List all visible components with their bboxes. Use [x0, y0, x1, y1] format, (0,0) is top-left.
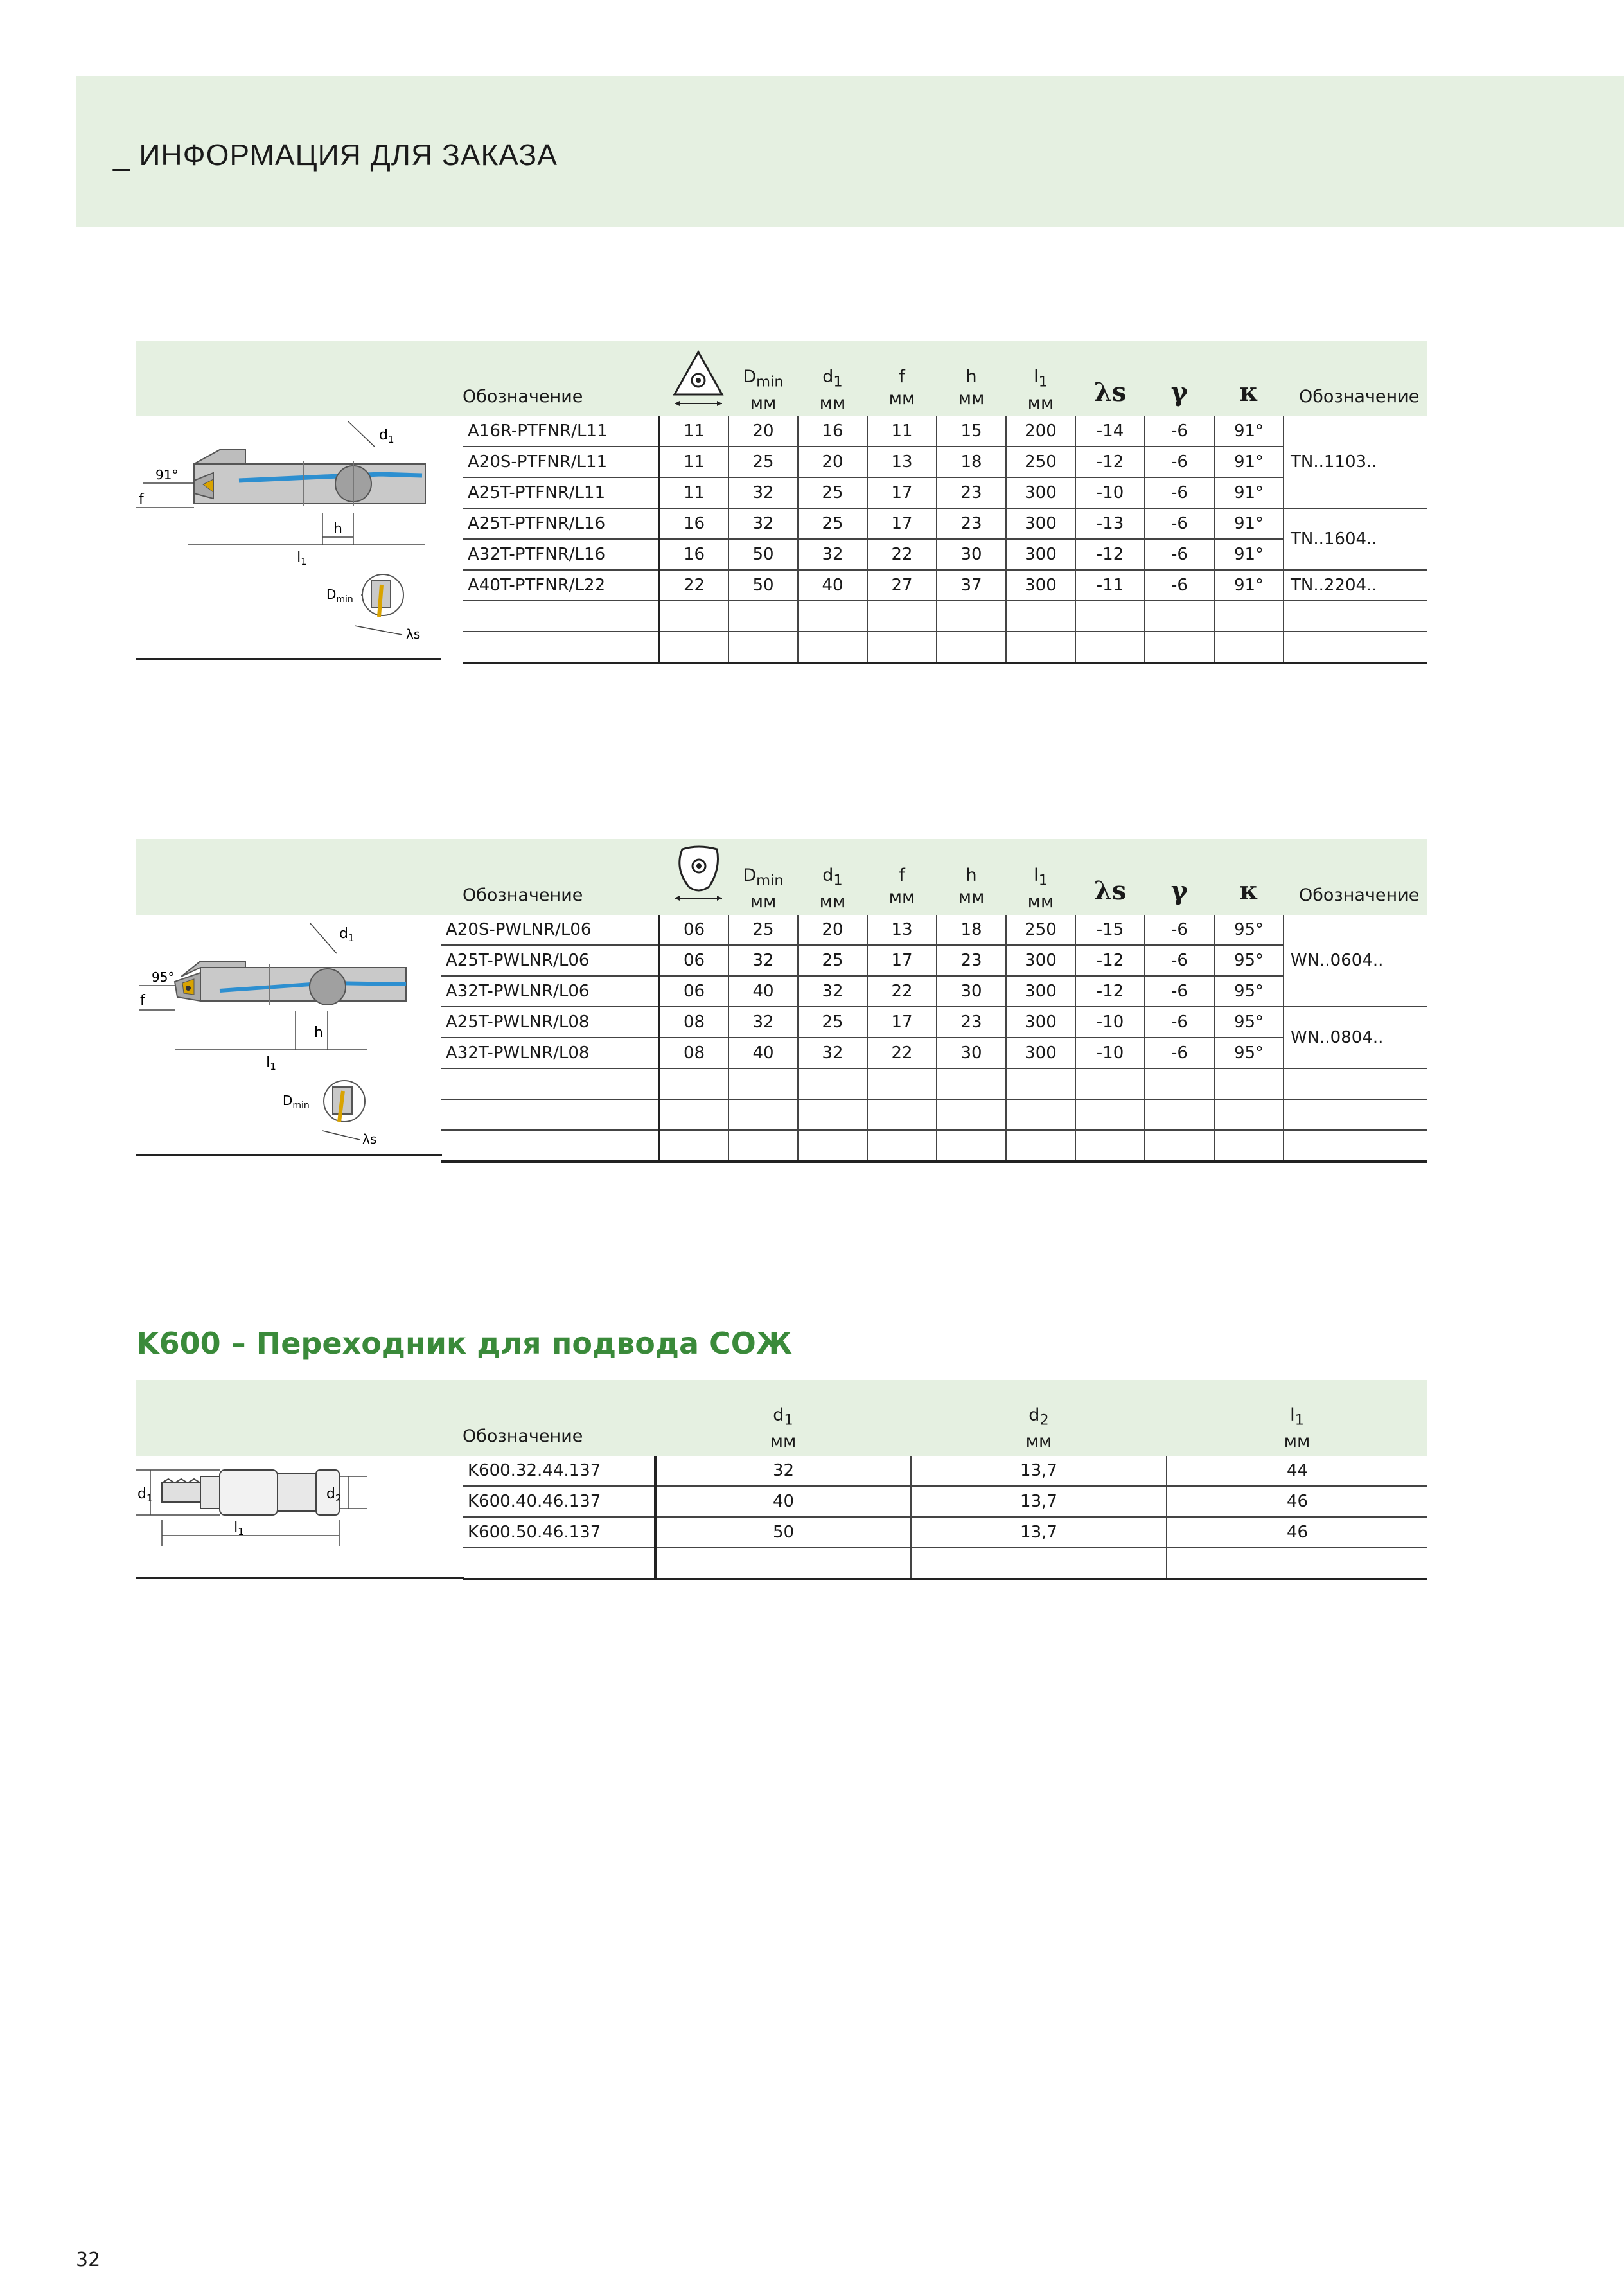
dmin-cell: [728, 1130, 798, 1162]
g-cell: -6: [1145, 416, 1214, 447]
ls-cell: -11: [1075, 570, 1145, 601]
table-row: [441, 915, 1427, 945]
h-cell: 30: [937, 539, 1006, 570]
l1-cell: [1006, 632, 1075, 663]
g-cell: -6: [1145, 915, 1214, 945]
insert-size-cell: [659, 1130, 728, 1162]
designation-cell: A25T-PTFNR/L11: [463, 477, 659, 508]
k-cell: [1214, 1068, 1284, 1099]
k-cell: [1214, 1099, 1284, 1130]
unit-label: мм: [1025, 1431, 1052, 1452]
ls-cell: -12: [1075, 447, 1145, 477]
col-d1-header: [655, 1404, 911, 1453]
fig-l1-label: $l_1$: [266, 1054, 276, 1072]
g-cell: [1145, 632, 1214, 663]
k-cell: 95°: [1214, 915, 1284, 945]
col-l1-label: $l_1$: [1034, 367, 1048, 391]
dmin-cell: [728, 1099, 798, 1130]
col-d1-label: $d_1$: [773, 1405, 793, 1429]
designation-cell: [441, 1130, 659, 1162]
d1-cell: 50: [655, 1517, 911, 1548]
d1-cell: 20: [798, 447, 867, 477]
table-row: [463, 1517, 1427, 1548]
ls-cell: [1075, 1130, 1145, 1162]
h-cell: 23: [937, 945, 1006, 976]
l1-cell: 300: [1006, 539, 1075, 570]
dmin-cell: 40: [728, 976, 798, 1007]
col-dmin-header: [728, 366, 798, 414]
f-cell: [867, 1068, 937, 1099]
designation-cell: A16R-PTFNR/L11: [463, 416, 659, 447]
k-cell: [1214, 632, 1284, 663]
d1-cell: 16: [798, 416, 867, 447]
designation-cell: A25T-PTFNR/L16: [463, 508, 659, 539]
insert-size-cell: [659, 1068, 728, 1099]
col-designation-header: Обозначение: [463, 387, 583, 407]
l1-cell: 300: [1006, 976, 1075, 1007]
insert-designation-cell: [1284, 1068, 1427, 1099]
dmin-cell: 32: [728, 1007, 798, 1038]
ls-cell: [1075, 632, 1145, 663]
g-cell: [1145, 1099, 1214, 1130]
col-dmin-header: [728, 865, 798, 913]
col-lambda-header: λs: [1093, 876, 1127, 906]
table-row: [441, 976, 1427, 1007]
f-cell: 11: [867, 416, 937, 447]
h-cell: 15: [937, 416, 1006, 447]
insert-size-cell: 16: [659, 539, 728, 570]
g-cell: [1145, 1068, 1214, 1099]
section-pwlnr: [136, 839, 1427, 1160]
pwlnr-table: [441, 915, 1427, 1163]
col-l1-label: $l_1$: [1290, 1405, 1304, 1429]
col-designation-header: Обозначение: [463, 885, 583, 905]
designation-cell: A32T-PTFNR/L16: [463, 539, 659, 570]
k-cell: 91°: [1214, 447, 1284, 477]
f-cell: 17: [867, 477, 937, 508]
page-number: 32: [76, 2249, 101, 2271]
h-cell: 23: [937, 508, 1006, 539]
ls-cell: -15: [1075, 915, 1145, 945]
h-cell: 18: [937, 447, 1006, 477]
f-cell: [867, 601, 937, 632]
ls-cell: -12: [1075, 976, 1145, 1007]
fig-d1-label: $d_1$: [379, 427, 394, 445]
d2-cell: 13,7: [911, 1486, 1167, 1517]
d1-cell: [798, 1099, 867, 1130]
ls-cell: [1075, 1099, 1145, 1130]
col-d1-label: $d_1$: [822, 865, 843, 889]
ls-cell: -10: [1075, 1007, 1145, 1038]
fig-d1-label: $d_1$: [137, 1486, 153, 1504]
f-cell: [867, 632, 937, 663]
d1-cell: 40: [798, 570, 867, 601]
col-kappa-header: κ: [1239, 377, 1258, 407]
h-cell: [937, 1068, 1006, 1099]
ls-cell: -12: [1075, 945, 1145, 976]
k-cell: [1214, 601, 1284, 632]
l1-cell: 250: [1006, 447, 1075, 477]
insert-size-cell: 06: [659, 945, 728, 976]
f-cell: 13: [867, 447, 937, 477]
l1-cell: 44: [1167, 1456, 1427, 1486]
d1-cell: 25: [798, 945, 867, 976]
insert-size-cell: 11: [659, 416, 728, 447]
designation-cell: [463, 601, 659, 632]
unit-label: мм: [888, 389, 915, 409]
f-cell: 27: [867, 570, 937, 601]
f-cell: 17: [867, 508, 937, 539]
designation-cell: [463, 632, 659, 663]
insert-size-cell: 06: [659, 976, 728, 1007]
table-row: [463, 632, 1427, 663]
col-designation-header: Обозначение: [463, 1426, 583, 1446]
table-row: [441, 1007, 1427, 1038]
d1-cell: 25: [798, 1007, 867, 1038]
insert-designation-cell: TN..1103..: [1284, 416, 1427, 508]
f-cell: [867, 1130, 937, 1162]
col-insert-header: Обозначение: [1299, 387, 1420, 407]
l1-cell: [1167, 1548, 1427, 1579]
l1-cell: [1006, 1068, 1075, 1099]
designation-cell: K600.50.46.137: [463, 1517, 655, 1548]
fig-d2-label: $d_2$: [326, 1486, 342, 1504]
dmin-cell: 32: [728, 945, 798, 976]
d1-cell: 40: [655, 1486, 911, 1517]
h-cell: 30: [937, 1038, 1006, 1068]
insert-size-cell: 06: [659, 915, 728, 945]
ptfnr-table: [463, 416, 1427, 664]
k-cell: 95°: [1214, 976, 1284, 1007]
insert-designation-cell: [1284, 601, 1427, 632]
ls-cell: -13: [1075, 508, 1145, 539]
h-cell: 37: [937, 570, 1006, 601]
table-row: [463, 1548, 1427, 1579]
f-cell: 22: [867, 1038, 937, 1068]
triangle-insert-icon: [669, 347, 727, 411]
table-row: [463, 570, 1427, 601]
figure-bottom-rule: [136, 1154, 442, 1156]
fig-angle-label: 95°: [152, 969, 175, 985]
d1-cell: [655, 1548, 911, 1579]
d2-cell: [911, 1548, 1167, 1579]
h-cell: [937, 1099, 1006, 1130]
table-row: [463, 416, 1427, 447]
table-row: [441, 1068, 1427, 1099]
dmin-cell: 25: [728, 447, 798, 477]
fig-h-label: h: [314, 1025, 323, 1041]
f-cell: 17: [867, 1007, 937, 1038]
insert-size-cell: 22: [659, 570, 728, 601]
col-h-header: [937, 865, 1006, 908]
l1-cell: 300: [1006, 508, 1075, 539]
col-f-header: [867, 865, 937, 908]
designation-cell: A32T-PWLNR/L06: [441, 976, 659, 1007]
table-row: [441, 945, 1427, 976]
table-row: [463, 508, 1427, 539]
g-cell: [1145, 1130, 1214, 1162]
insert-size-cell: [659, 601, 728, 632]
unit-label: мм: [1284, 1431, 1311, 1452]
unit-label: мм: [770, 1431, 797, 1452]
g-cell: -6: [1145, 1038, 1214, 1068]
dmin-cell: 40: [728, 1038, 798, 1068]
d1-cell: 32: [655, 1456, 911, 1486]
col-dmin-label: $D_{min}$: [743, 367, 784, 391]
table-row: [463, 447, 1427, 477]
g-cell: -6: [1145, 570, 1214, 601]
unit-label: мм: [1027, 892, 1054, 912]
col-h-label: h: [966, 865, 977, 885]
l1-cell: 300: [1006, 945, 1075, 976]
d1-cell: [798, 601, 867, 632]
l1-cell: 250: [1006, 915, 1075, 945]
insert-designation-cell: [1284, 632, 1427, 663]
d1-cell: 25: [798, 508, 867, 539]
g-cell: -6: [1145, 539, 1214, 570]
figure-bottom-rule: [136, 658, 441, 660]
d1-cell: 32: [798, 976, 867, 1007]
fig-angle-label: 91°: [155, 467, 179, 482]
l1-cell: 46: [1167, 1517, 1427, 1548]
table-row: [441, 1038, 1427, 1068]
l1-cell: 300: [1006, 570, 1075, 601]
col-kappa-header: κ: [1239, 876, 1258, 906]
l1-cell: [1006, 601, 1075, 632]
dmin-cell: 50: [728, 539, 798, 570]
boring-bar-pwlnr-drawing: [136, 915, 438, 1153]
ls-cell: -12: [1075, 539, 1145, 570]
dmin-cell: 25: [728, 915, 798, 945]
k-cell: 95°: [1214, 945, 1284, 976]
f-cell: 17: [867, 945, 937, 976]
dmin-cell: 32: [728, 508, 798, 539]
k-cell: 95°: [1214, 1007, 1284, 1038]
fig-ls-label: λs: [362, 1131, 377, 1147]
designation-cell: [441, 1068, 659, 1099]
d1-cell: 32: [798, 1038, 867, 1068]
d1-cell: 25: [798, 477, 867, 508]
designation-cell: A20S-PTFNR/L11: [463, 447, 659, 477]
k600-section-title: K600 – Переходник для подвода СОЖ: [136, 1326, 793, 1361]
h-cell: 30: [937, 976, 1006, 1007]
fig-l1-label: $l_1$: [297, 549, 307, 567]
col-f-label: f: [899, 367, 905, 387]
ls-cell: -14: [1075, 416, 1145, 447]
designation-cell: A20S-PWLNR/L06: [441, 915, 659, 945]
dmin-cell: 50: [728, 570, 798, 601]
dmin-cell: [728, 632, 798, 663]
dmin-cell: [728, 1068, 798, 1099]
col-l1-header: [1167, 1404, 1427, 1453]
insert-designation-cell: TN..1604..: [1284, 508, 1427, 570]
f-cell: [867, 1099, 937, 1130]
header-banner: [76, 76, 1624, 227]
table-row: [463, 539, 1427, 570]
col-l1-label: $l_1$: [1034, 865, 1048, 889]
dmin-cell: [728, 601, 798, 632]
dmin-cell: 20: [728, 416, 798, 447]
l1-cell: [1006, 1099, 1075, 1130]
table-row: [463, 601, 1427, 632]
k-cell: [1214, 1130, 1284, 1162]
g-cell: [1145, 601, 1214, 632]
insert-designation-cell: TN..2204..: [1284, 570, 1427, 601]
g-cell: -6: [1145, 945, 1214, 976]
k-cell: 91°: [1214, 477, 1284, 508]
section-k600: [136, 1380, 1427, 1586]
fig-h-label: h: [333, 521, 342, 537]
h-cell: [937, 1130, 1006, 1162]
ls-cell: -10: [1075, 1038, 1145, 1068]
g-cell: -6: [1145, 976, 1214, 1007]
ls-cell: -10: [1075, 477, 1145, 508]
designation-cell: A40T-PTFNR/L22: [463, 570, 659, 601]
table-row: [441, 1099, 1427, 1130]
page-title: _ ИНФОРМАЦИЯ ДЛЯ ЗАКАЗА: [113, 138, 558, 172]
coolant-adapter-drawing: [136, 1456, 393, 1571]
k-cell: 91°: [1214, 539, 1284, 570]
unit-label: мм: [750, 393, 777, 414]
insert-size-cell: 08: [659, 1038, 728, 1068]
designation-cell: A32T-PWLNR/L08: [441, 1038, 659, 1068]
trigon-insert-icon: [669, 842, 727, 906]
col-d1-header: [798, 366, 867, 414]
col-d2-label: $d_2$: [1028, 1405, 1049, 1429]
unit-label: мм: [819, 393, 846, 414]
k-cell: 91°: [1214, 508, 1284, 539]
g-cell: -6: [1145, 508, 1214, 539]
unit-label: мм: [888, 887, 915, 907]
designation-cell: A25T-PWLNR/L06: [441, 945, 659, 976]
col-h-header: [937, 366, 1006, 410]
figure-bottom-rule: [136, 1577, 464, 1579]
l1-cell: 200: [1006, 416, 1075, 447]
col-dmin-label: $D_{min}$: [743, 865, 784, 889]
d1-cell: 32: [798, 539, 867, 570]
fig-d1-label: $d_1$: [339, 926, 355, 944]
fig-ls-label: λs: [406, 626, 421, 642]
col-h-label: h: [966, 367, 977, 387]
d1-cell: [798, 1130, 867, 1162]
insert-size-cell: 16: [659, 508, 728, 539]
d1-cell: [798, 1068, 867, 1099]
g-cell: -6: [1145, 447, 1214, 477]
col-gamma-header: γ: [1170, 876, 1188, 906]
h-cell: 18: [937, 915, 1006, 945]
g-cell: -6: [1145, 477, 1214, 508]
h-cell: 23: [937, 477, 1006, 508]
fig-l1-label: $l_1$: [234, 1519, 244, 1537]
designation-cell: [441, 1099, 659, 1130]
unit-label: мм: [1027, 393, 1054, 414]
insert-size-cell: [659, 1099, 728, 1130]
designation-cell: [463, 1548, 655, 1579]
insert-size-cell: 08: [659, 1007, 728, 1038]
designation-cell: K600.40.46.137: [463, 1486, 655, 1517]
insert-designation-cell: [1284, 1099, 1427, 1130]
unit-label: мм: [819, 892, 846, 912]
fig-dmin-label: $D_{min}$: [326, 587, 353, 605]
h-cell: 23: [937, 1007, 1006, 1038]
d2-cell: 13,7: [911, 1517, 1167, 1548]
d1-cell: [798, 632, 867, 663]
insert-designation-cell: [1284, 1130, 1427, 1162]
col-f-label: f: [899, 865, 905, 885]
fig-f-label: f: [139, 491, 144, 508]
k-cell: 91°: [1214, 416, 1284, 447]
col-insert-header: Обозначение: [1299, 885, 1420, 905]
col-l1-header: [1006, 366, 1075, 414]
table-row: [463, 1486, 1427, 1517]
fig-dmin-label: $D_{min}$: [283, 1093, 310, 1111]
col-lambda-header: λs: [1093, 377, 1127, 407]
table-row: [441, 1130, 1427, 1162]
f-cell: 22: [867, 539, 937, 570]
col-d2-header: [911, 1404, 1167, 1453]
unit-label: мм: [958, 887, 985, 907]
col-l1-header: [1006, 865, 1075, 913]
table-row: [463, 477, 1427, 508]
l1-cell: 300: [1006, 1038, 1075, 1068]
col-d1-label: $d_1$: [822, 367, 843, 391]
insert-designation-cell: WN..0604..: [1284, 915, 1427, 1007]
col-f-header: [867, 366, 937, 410]
l1-cell: 300: [1006, 1007, 1075, 1038]
unit-label: мм: [958, 389, 985, 409]
d1-cell: 20: [798, 915, 867, 945]
designation-cell: A25T-PWLNR/L08: [441, 1007, 659, 1038]
fig-f-label: f: [140, 993, 145, 1009]
h-cell: [937, 601, 1006, 632]
insert-size-cell: 11: [659, 477, 728, 508]
ls-cell: [1075, 1068, 1145, 1099]
g-cell: -6: [1145, 1007, 1214, 1038]
f-cell: 22: [867, 976, 937, 1007]
dmin-cell: 32: [728, 477, 798, 508]
col-d1-header: [798, 865, 867, 913]
l1-cell: 300: [1006, 477, 1075, 508]
boring-bar-ptfnr-drawing: [136, 416, 438, 654]
k-cell: 95°: [1214, 1038, 1284, 1068]
unit-label: мм: [750, 892, 777, 912]
k600-table: [463, 1456, 1427, 1580]
h-cell: [937, 632, 1006, 663]
insert-size-cell: [659, 632, 728, 663]
d2-cell: 13,7: [911, 1456, 1167, 1486]
l1-cell: 46: [1167, 1486, 1427, 1517]
designation-cell: K600.32.44.137: [463, 1456, 655, 1486]
l1-cell: [1006, 1130, 1075, 1162]
section-ptfnr: [136, 341, 1427, 662]
ls-cell: [1075, 601, 1145, 632]
col-gamma-header: γ: [1170, 377, 1188, 407]
k-cell: 91°: [1214, 570, 1284, 601]
f-cell: 13: [867, 915, 937, 945]
insert-designation-cell: WN..0804..: [1284, 1007, 1427, 1068]
insert-size-cell: 11: [659, 447, 728, 477]
table-row: [463, 1456, 1427, 1486]
